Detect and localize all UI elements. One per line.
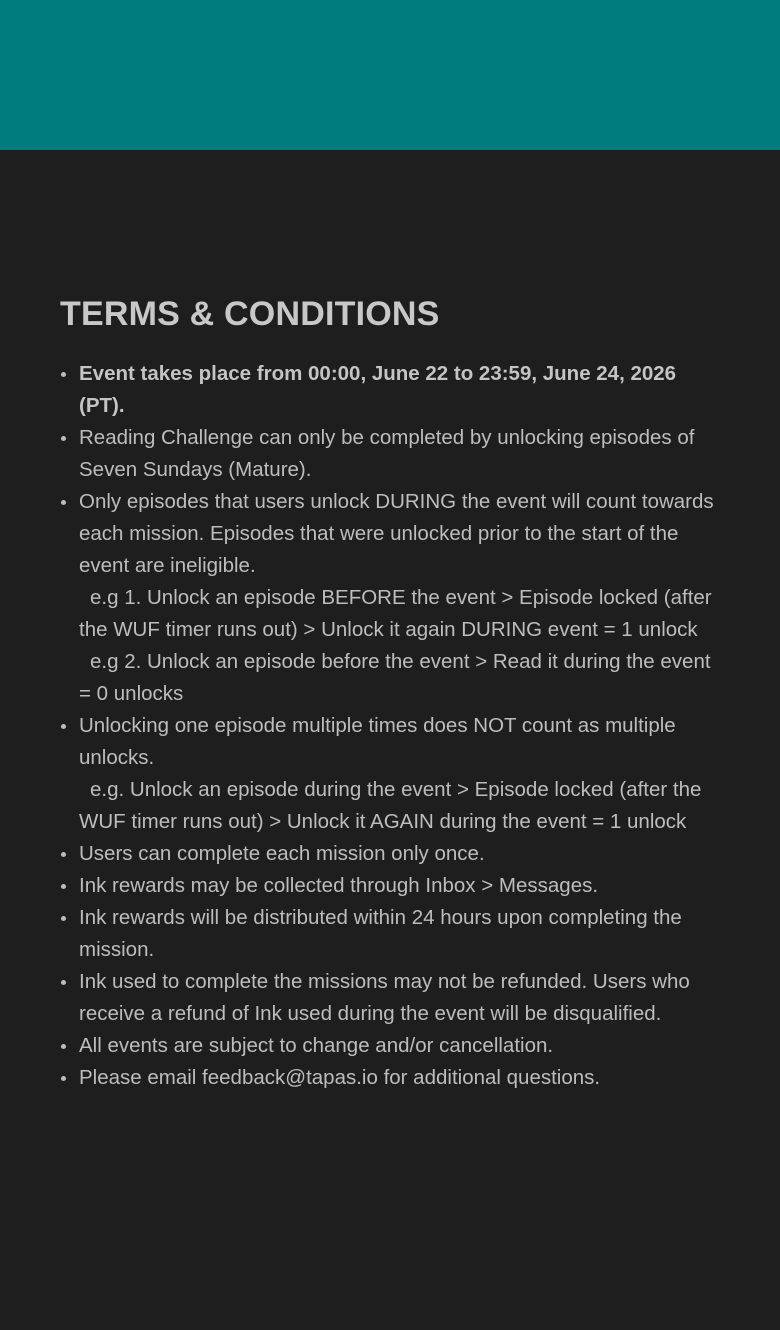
terms-item-example: e.g 1. Unlock an episode BEFORE the event > Episode locked (after the WUF timer runs out) > Unlock it again DURING event = 1 unlock <box>79 586 712 641</box>
terms-item-eligible-unlocks <box>60 486 720 710</box>
top-banner <box>0 0 780 150</box>
terms-item-event-dates <box>60 358 720 422</box>
terms-item-reading-challenge <box>60 422 720 486</box>
terms-item-text: Ink used to complete the missions may not be refunded. Users who receive a refund of Ink used during the event will be disqualified. <box>79 970 690 1025</box>
terms-title: TERMS & CONDITIONS <box>60 295 440 333</box>
terms-item-text: Only episodes that users unlock DURING the event will count towards each mission. Episodes that were unlocked prior to the start of the event are ineligible. <box>79 490 714 577</box>
terms-item-ink-collection <box>60 870 720 902</box>
terms-item-text: Reading Challenge can only be completed by unlocking episodes of Seven Sundays (Mature). <box>79 426 695 481</box>
terms-item-text: Event takes place from 00:00, June 22 to 23:59, June 24, 2026 (PT). <box>79 362 677 417</box>
terms-item-ink-distribution <box>60 902 720 966</box>
terms-item-text: All events are subject to change and/or cancellation. <box>79 1034 554 1057</box>
terms-item-text: Users can complete each mission only once. <box>79 842 485 865</box>
terms-item-text: Unlocking one episode multiple times does NOT count as multiple unlocks. <box>79 714 676 769</box>
terms-section <box>0 150 780 1094</box>
terms-item-text: Please email feedback@tapas.io for additional questions. <box>79 1066 601 1089</box>
terms-item-refund-policy <box>60 966 720 1030</box>
terms-item-multiple-unlocks <box>60 710 720 838</box>
terms-item-change-cancellation <box>60 1030 720 1062</box>
terms-item-contact-email <box>60 1062 720 1094</box>
terms-item-example: e.g 2. Unlock an episode before the event > Read it during the event = 0 unlocks <box>79 650 711 705</box>
terms-item-mission-once <box>60 838 720 870</box>
terms-item-text: Ink rewards may be collected through Inbox > Messages. <box>79 874 599 897</box>
terms-list <box>60 358 720 1094</box>
terms-item-text: Ink rewards will be distributed within 24 hours upon completing the mission. <box>79 906 682 961</box>
terms-item-example: e.g. Unlock an episode during the event > Episode locked (after the WUF timer runs out) > Unlock it AGAIN during the event = 1 unlock <box>79 778 702 833</box>
